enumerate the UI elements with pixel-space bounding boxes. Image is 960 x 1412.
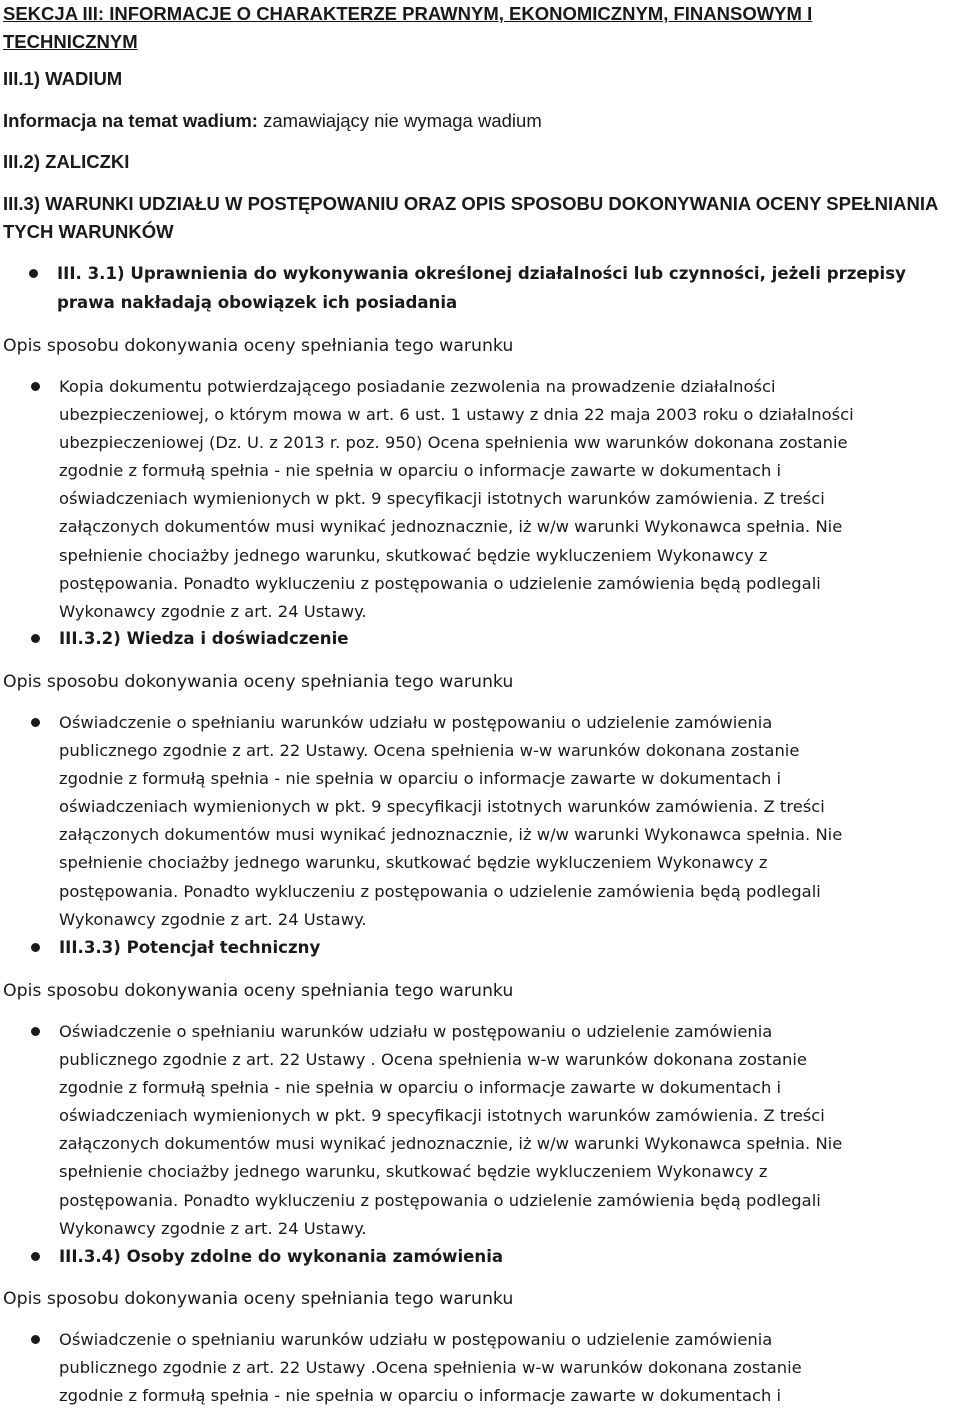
condition-2-heading: III.3.2) Wiedza i doświadczenie [59,629,349,648]
condition-3-heading: III.3.3) Potencjał techniczny [59,938,321,957]
condition-4-heading-item [59,1243,959,1272]
wadium-info-label: Informacja na temat wadium: [3,110,258,131]
condition-4-opis-label: Opis sposobu dokonywania oceny spełniania tego warunku [3,1289,514,1309]
bullet-icon [31,382,40,391]
condition-1-text: Kopia dokumentu potwierdzającego posiadanie zezwolenia na prowadzenie działalności ubezpieczeniowej, o którym mowa w art. 6 ust. 1 ustawy z dnia 22 maja 2003 roku o działalności ubezpieczeniowej (Dz. U. z 2013 r. poz. 950) Ocena spełnienia ww warunków dokonana zostanie zgodnie z formułą spełnia - nie spełnia w oparciu o informacje zawarte w dokumentach i oświadczeniach wymienionych w pkt. 9 specyfikacji istotnych warunków zamówienia. Z treści załączonych dokumentów musi wynikać jednoznacznie, iż w/w warunki Wykonawca spełnia. Nie spełnienie chociażby jednego warunku, skutkować będzie wykluczeniem Wykonawcy z postępowania. Ponadto wykluczeniu z postępowania o udzielenie zamówienia będą podlegali Wykonawcy zgodnie z art. 24 Ustawy. [59,377,854,621]
bullet-icon [31,1335,40,1344]
condition-3-text: Oświadczenie o spełnianiu warunków udziału w postępowaniu o udzielenie zamówienia publicznego zgodnie z art. 22 Ustawy . Ocena spełnienia w-w warunków dokonana zostanie zgodnie z formułą spełnia - nie spełnia w oparciu o informacje zawarte w dokumentach i oświadczeniach wymienionych w pkt. 9 specyfikacji istotnych warunków zamówienia. Z treści załączonych dokumentów musi wynikać jednoznacznie, iż w/w warunki Wykonawca spełnia. Nie spełnienie chociażby jednego warunku, skutkować będzie wykluczeniem Wykonawcy z postępowania. Ponadto wykluczeniu z postępowania o udzielenie zamówienia będą podlegali Wykonawcy zgodnie z art. 24 Ustawy. [59,1022,843,1238]
condition-4-heading: III.3.4) Osoby zdolne do wykonania zamówienia [59,1247,504,1266]
condition-3-text-item [59,1018,959,1243]
bullet-icon [29,269,38,278]
section-title: SEKCJA III: INFORMACJE O CHARAKTERZE PRAWNYM, EKONOMICZNYM, FINANSOWYM I TECHNICZNYM [3,3,813,52]
condition-1-text-item [59,373,959,626]
wadium-info-value: zamawiający nie wymaga wadium [263,110,542,131]
condition-2-heading-item [59,625,959,654]
zaliczki-heading: III.2) ZALICZKI [3,151,130,172]
bullet-icon [31,1252,40,1261]
condition-2-text-item [59,709,959,934]
condition-4-text: Oświadczenie o spełnianiu warunków udziału w postępowaniu o udzielenie zamówienia publicznego zgodnie z art. 22 Ustawy .Ocena spełnienia w-w warunków dokonana zostanie zgodnie z formułą spełnia - nie spełnia w oparciu o informacje zawarte w dokumentach i [59,1330,802,1406]
wadium-info [3,107,943,135]
condition-1-heading: III. 3.1) Uprawnienia do wykonywania określonej działalności lub czynności, jeżeli przepisy prawa nakładają obowiązek ich posiadania [57,264,906,312]
wadium-heading: III.1) WADIUM [3,68,123,89]
bullet-icon [31,634,40,643]
condition-1-heading-item [57,260,957,317]
condition-2-opis-label: Opis sposobu dokonywania oceny spełniania tego warunku [3,672,514,692]
condition-3-heading-item [59,934,959,963]
bullet-icon [31,718,40,727]
bullet-icon [31,943,40,952]
bullet-icon [31,1027,40,1036]
condition-3-opis-label: Opis sposobu dokonywania oceny spełniania tego warunku [3,981,514,1001]
condition-1-opis-label: Opis sposobu dokonywania oceny spełniania tego warunku [3,336,514,356]
condition-2-text: Oświadczenie o spełnianiu warunków udziału w postępowaniu o udzielenie zamówienia publicznego zgodnie z art. 22 Ustawy. Ocena spełnienia w-w warunków dokonana zostanie zgodnie z formułą spełnia - nie spełnia w oparciu o informacje zawarte w dokumentach i oświadczeniach wymienionych w pkt. 9 specyfikacji istotnych warunków zamówienia. Z treści załączonych dokumentów musi wynikać jednoznacznie, iż w/w warunki Wykonawca spełnia. Nie spełnienie chociażby jednego warunku, skutkować będzie wykluczeniem Wykonawcy z postępowania. Ponadto wykluczeniu z postępowania o udzielenie zamówienia będą podlegali Wykonawcy zgodnie z art. 24 Ustawy. [59,713,843,929]
warunki-heading: III.3) WARUNKI UDZIAŁU W POSTĘPOWANIU ORAZ OPIS SPOSOBU DOKONYWANIA OCENY SPEŁNIANIA TYCH WARUNKÓW [3,193,938,242]
condition-4-text-item [59,1326,959,1410]
